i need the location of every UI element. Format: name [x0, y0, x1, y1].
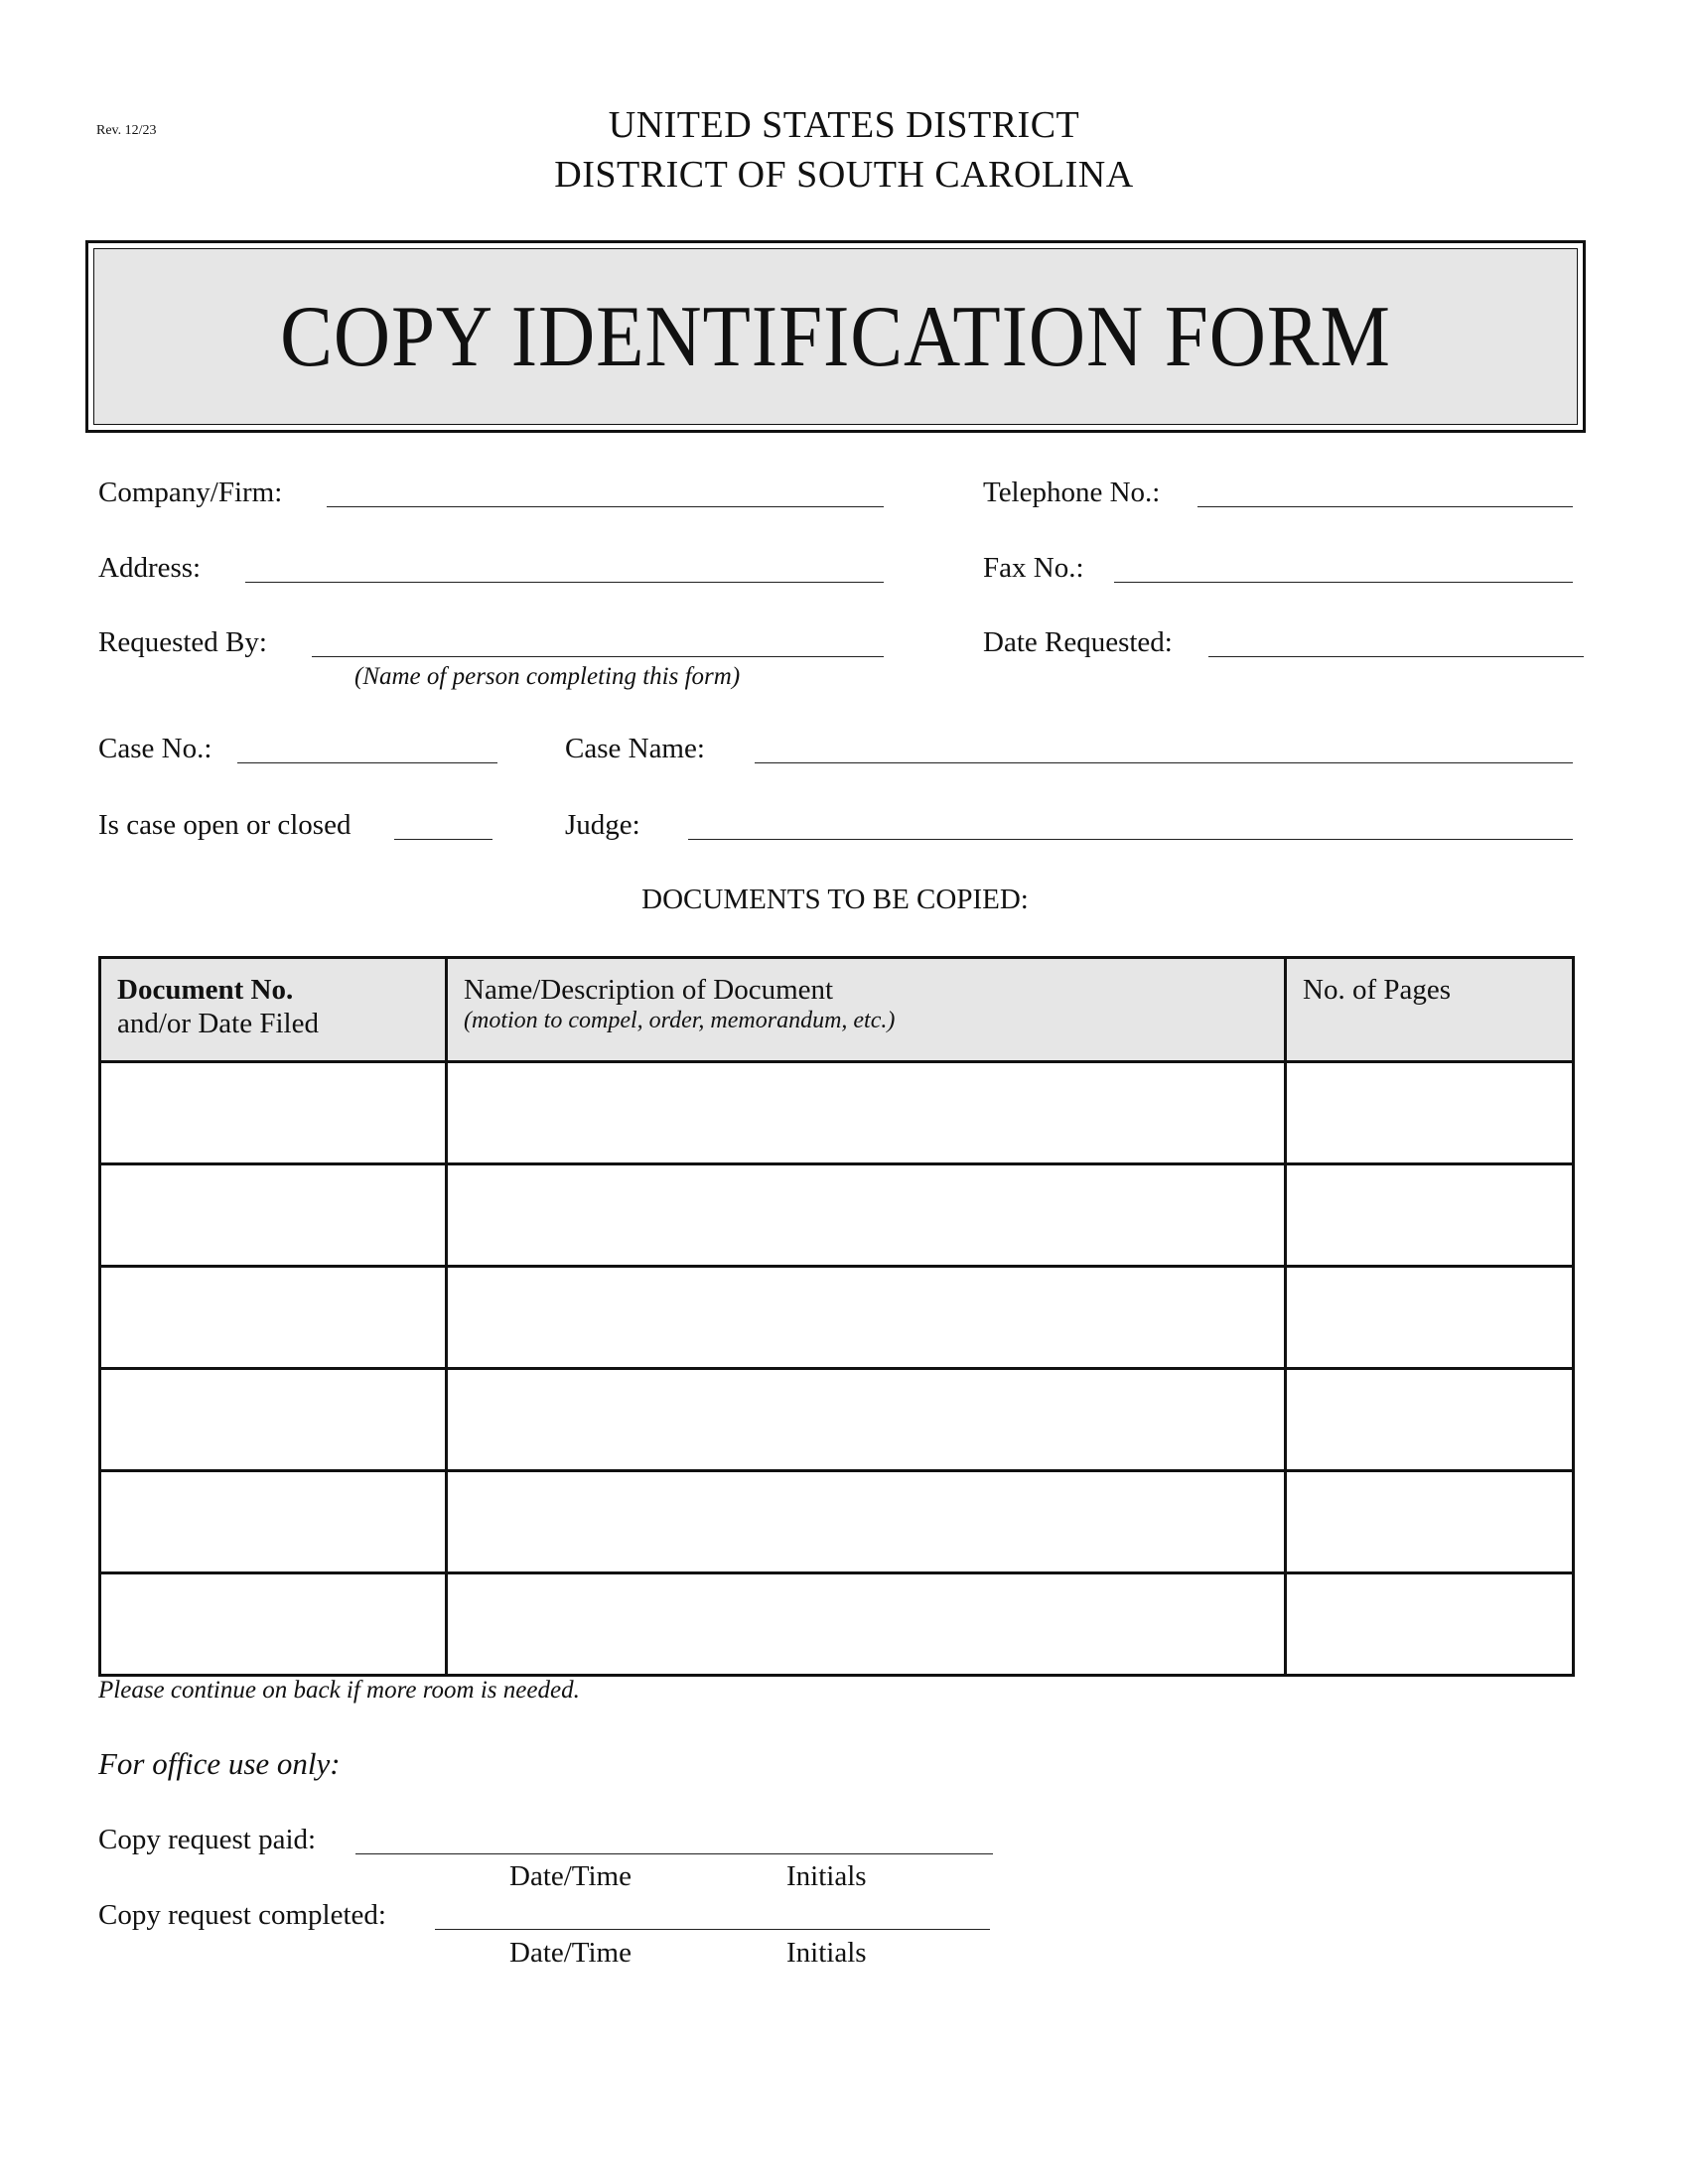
- date-requested-label: Date Requested:: [983, 626, 1173, 658]
- fax-field[interactable]: [1114, 582, 1573, 583]
- company-field[interactable]: [327, 506, 884, 507]
- document-no-cell[interactable]: [100, 1573, 447, 1676]
- date-requested-field[interactable]: [1208, 656, 1584, 657]
- requested-by-hint: (Name of person completing this form): [354, 663, 741, 690]
- table-row: [100, 1369, 1574, 1471]
- telephone-label: Telephone No.:: [983, 477, 1161, 508]
- table-row: [100, 1471, 1574, 1573]
- col-description: [447, 958, 1286, 1062]
- description-cell[interactable]: [447, 1164, 1286, 1267]
- description-cell[interactable]: [447, 1267, 1286, 1369]
- pages-cell[interactable]: [1286, 1369, 1574, 1471]
- col-document-no-sub: and/or Date Filed: [117, 1008, 319, 1039]
- paid-date-time-label: Date/Time: [509, 1860, 632, 1892]
- open-closed-label: Is case open or closed: [98, 809, 352, 841]
- table-row: [100, 1573, 1574, 1676]
- completed-label: Copy request completed:: [98, 1899, 386, 1931]
- completed-initials-label: Initials: [786, 1937, 867, 1969]
- document-no-cell[interactable]: [100, 1164, 447, 1267]
- col-pages: [1286, 958, 1574, 1062]
- table-row: [100, 1062, 1574, 1164]
- continue-note: Please continue on back if more room is needed.: [98, 1677, 580, 1704]
- description-cell[interactable]: [447, 1471, 1286, 1573]
- col-document-no-title: Document No.: [117, 974, 294, 1006]
- fax-label: Fax No.:: [983, 552, 1084, 584]
- judge-field[interactable]: [688, 839, 1573, 840]
- telephone-field[interactable]: [1197, 506, 1573, 507]
- address-field[interactable]: [245, 582, 884, 583]
- case-no-label: Case No.:: [98, 733, 212, 764]
- title-box: [85, 240, 1586, 433]
- completed-field[interactable]: [435, 1929, 990, 1930]
- document-no-cell[interactable]: [100, 1267, 447, 1369]
- description-cell[interactable]: [447, 1369, 1286, 1471]
- col-description-title: Name/Description of Document: [464, 974, 834, 1006]
- description-cell[interactable]: [447, 1062, 1286, 1164]
- pages-cell[interactable]: [1286, 1471, 1574, 1573]
- pages-cell[interactable]: [1286, 1062, 1574, 1164]
- case-no-field[interactable]: [237, 762, 497, 763]
- pages-cell[interactable]: [1286, 1164, 1574, 1267]
- court-name-line2: DISTRICT OF SOUTH CAROLINA: [554, 154, 1134, 196]
- court-name-line1: UNITED STATES DISTRICT: [608, 104, 1080, 146]
- col-pages-title: No. of Pages: [1303, 974, 1452, 1006]
- paid-label: Copy request paid:: [98, 1824, 317, 1855]
- pages-cell[interactable]: [1286, 1267, 1574, 1369]
- revision-label: Rev. 12/23: [96, 123, 157, 138]
- table-header-row: [100, 958, 1574, 1062]
- table-row: [100, 1267, 1574, 1369]
- document-no-cell[interactable]: [100, 1369, 447, 1471]
- paid-initials-label: Initials: [786, 1860, 867, 1892]
- requested-by-field[interactable]: [312, 656, 884, 657]
- page-title: COPY IDENTIFICATION FORM: [280, 288, 1391, 385]
- documents-table: [98, 956, 1575, 1677]
- col-document-no: [100, 958, 447, 1062]
- company-label: Company/Firm:: [98, 477, 283, 508]
- office-use-heading: For office use only:: [98, 1746, 341, 1781]
- requested-by-label: Requested By:: [98, 626, 267, 658]
- document-no-cell[interactable]: [100, 1062, 447, 1164]
- judge-label: Judge:: [565, 809, 640, 841]
- description-cell[interactable]: [447, 1573, 1286, 1676]
- pages-cell[interactable]: [1286, 1573, 1574, 1676]
- case-name-field[interactable]: [755, 762, 1573, 763]
- open-closed-field[interactable]: [394, 839, 492, 840]
- table-row: [100, 1164, 1574, 1267]
- paid-field[interactable]: [355, 1853, 993, 1854]
- document-no-cell[interactable]: [100, 1471, 447, 1573]
- col-description-sub: (motion to compel, order, memorandum, etc.): [464, 1008, 896, 1033]
- address-label: Address:: [98, 552, 202, 584]
- documents-heading: DOCUMENTS TO BE COPIED:: [641, 884, 1029, 915]
- completed-date-time-label: Date/Time: [509, 1937, 632, 1969]
- case-name-label: Case Name:: [565, 733, 705, 764]
